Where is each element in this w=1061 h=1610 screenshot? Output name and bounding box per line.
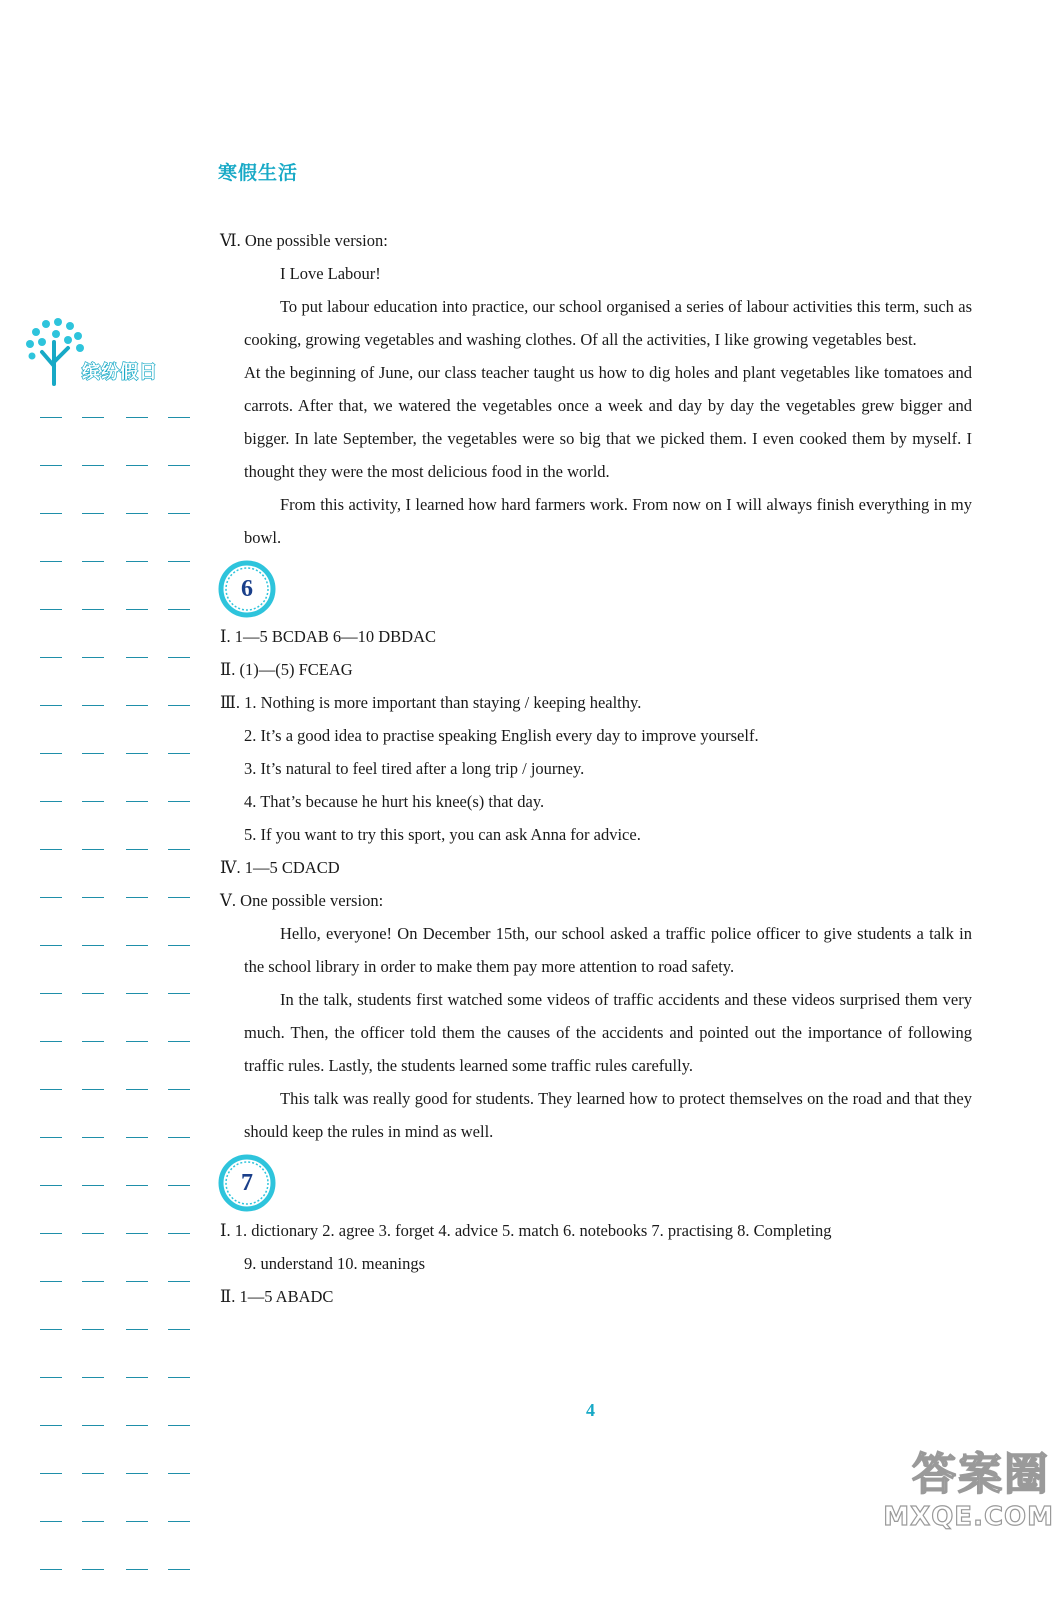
note-line	[40, 1322, 190, 1370]
note-line	[40, 1514, 190, 1562]
answer-line: Ⅱ. 1—5 ABADC	[220, 1287, 334, 1306]
essay-paragraph: At the beginning of June, our class teacher taught us how to dig holes and plant vegetables like tomatoes and carrots. After that, we watered the vegetables once a week and day by day the vegetables grew bigger and bigger. In late September, the vegetables were so big that we picked them. I even cooked them by myself. I thought they were the most delicious food in the world.	[244, 363, 972, 481]
watermark-text-bottom: MXQE.COM	[883, 1502, 1054, 1532]
answer-content	[220, 224, 972, 1313]
answer-line: 9. understand 10. meanings	[244, 1254, 426, 1273]
watermark-text-top: 答案圈	[912, 1449, 1050, 1500]
essay-paragraph: In the talk, students first watched some videos of traffic accidents and these videos surprised them very much. Then, the officer told them the causes of the accidents and pointed out the importance of following traffic rules. Lastly, the students learned some traffic rules carefully.	[244, 990, 972, 1075]
essay-paragraph: To put labour education into practice, our school organised a series of labour activities this term, such as cooking, growing vegetables and washing clothes. Of all the activities, I like growing vegetables best.	[244, 297, 972, 349]
sidebar-logo	[22, 318, 202, 398]
note-line	[40, 1274, 190, 1322]
unit-6-heading	[220, 554, 972, 620]
note-line	[40, 1370, 190, 1418]
note-line	[40, 410, 190, 458]
note-line	[40, 986, 190, 1034]
answer-line: Ⅰ. 1—5 BCDAB 6—10 DBDAC	[220, 627, 436, 646]
note-line	[40, 1418, 190, 1466]
unit-number: 7	[241, 1170, 253, 1196]
note-line	[40, 458, 190, 506]
essay-paragraph: From this activity, I learned how hard farmers work. From now on I will always finish everything in my bowl.	[244, 495, 972, 547]
note-line	[40, 1082, 190, 1130]
essay-title: I Love Labour!	[280, 264, 381, 283]
note-line	[40, 1034, 190, 1082]
note-line	[40, 1178, 190, 1226]
section-vi-label: Ⅵ. One possible version:	[220, 231, 388, 250]
essay-paragraph: This talk was really good for students. They learned how to protect themselves on the road and that they should keep the rules in mind as well.	[244, 1089, 972, 1141]
note-line	[40, 746, 190, 794]
note-line	[40, 602, 190, 650]
answer-line: Ⅳ. 1—5 CDACD	[220, 858, 340, 877]
note-line	[40, 842, 190, 890]
answer-line: 5. If you want to try this sport, you can ask Anna for advice.	[244, 825, 641, 844]
answer-line: 3. It’s natural to feel tired after a long trip / journey.	[244, 759, 585, 778]
unit-badge	[218, 560, 276, 618]
sidebar-note-lines	[40, 410, 190, 1610]
watermark-logo	[883, 1438, 1058, 1534]
note-line	[40, 794, 190, 842]
answer-line: 4. That’s because he hurt his knee(s) that day.	[244, 792, 545, 811]
note-line	[40, 554, 190, 602]
note-line	[40, 938, 190, 986]
essay-paragraph: Hello, everyone! On December 15th, our school asked a traffic police officer to give students a talk in the school library in order to make them pay more attention to road safety.	[244, 924, 972, 976]
sidebar-logo-text: 缤纷假日	[82, 362, 158, 383]
note-line	[40, 698, 190, 746]
page-header-title: 寒假生活	[218, 162, 299, 184]
unit-7-heading	[220, 1148, 972, 1214]
section-v-label: Ⅴ. One possible version:	[220, 891, 384, 910]
unit-badge	[218, 1154, 276, 1212]
answer-line: Ⅲ. 1. Nothing is more important than staying / keeping healthy.	[220, 693, 642, 712]
answer-line: 2. It’s a good idea to practise speaking English every day to improve yourself.	[244, 726, 759, 745]
unit-number: 6	[241, 576, 253, 602]
note-line	[40, 650, 190, 698]
note-line	[40, 1562, 190, 1610]
page-number: 4	[586, 1400, 595, 1420]
note-line	[40, 890, 190, 938]
note-line	[40, 506, 190, 554]
answer-line: Ⅰ. 1. dictionary 2. agree 3. forget 4. advice 5. match 6. notebooks 7. practising 8. Completing	[220, 1221, 832, 1240]
note-line	[40, 1466, 190, 1514]
note-line	[40, 1226, 190, 1274]
answer-line: Ⅱ. (1)—(5) FCEAG	[220, 660, 353, 679]
note-line	[40, 1130, 190, 1178]
